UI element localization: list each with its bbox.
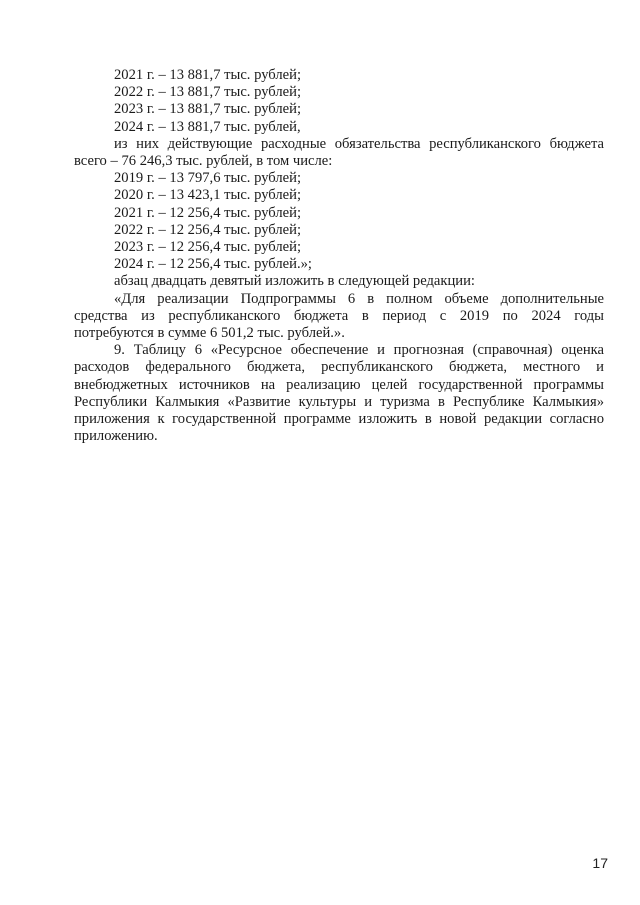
quoted-text-line-3: потребуются в сумме 6 501,2 тыс. рублей.». [74, 325, 345, 342]
document-body [74, 67, 604, 445]
obligation-line-2019: 2019 г. – 13 797,6 тыс. рублей; [114, 170, 301, 187]
funding-line-2021: 2021 г. – 13 881,7 тыс. рублей; [114, 67, 301, 83]
paragraph-29-instruction: абзац двадцать девятый изложить в следующей редакции: [114, 273, 475, 290]
item-9-line-3: внебюджетных источников на реализацию целей государственной программы [74, 376, 604, 393]
item-9-line-4: Республики Калмыкия «Развитие культуры и туризма в Республике Калмыкия» [74, 393, 604, 410]
funding-line-2022: 2022 г. – 13 881,7 тыс. рублей; [114, 84, 301, 101]
quoted-text-line-1: «Для реализации Подпрограммы 6 в полном объеме дополнительные [114, 290, 604, 307]
item-9-line-6: приложению. [74, 428, 158, 445]
funding-line-2024: 2024 г. – 13 881,7 тыс. рублей, [114, 118, 301, 135]
budget-obligations-line-1: из них действующие расходные обязательства республиканского бюджета [114, 135, 604, 152]
item-9-line-1: 9. Таблицу 6 «Ресурсное обеспечение и прогнозная (справочная) оценка [114, 342, 604, 359]
obligation-line-2020: 2020 г. – 13 423,1 тыс. рублей; [114, 187, 301, 204]
obligation-line-2023: 2023 г. – 12 256,4 тыс. рублей; [114, 239, 301, 256]
item-9-line-2: расходов федерального бюджета, республиканского бюджета, местного и [74, 359, 604, 376]
budget-obligations-line-2: всего – 76 246,3 тыс. рублей, в том числе: [74, 153, 333, 170]
quoted-text-line-2: средства из республиканского бюджета в период с 2019 по 2024 годы [74, 307, 604, 324]
obligation-line-2024: 2024 г. – 12 256,4 тыс. рублей.»; [114, 256, 312, 273]
item-9-line-5: приложения к государственной программе изложить в новой редакции согласно [74, 411, 604, 428]
obligation-line-2022: 2022 г. – 12 256,4 тыс. рублей; [114, 221, 301, 238]
funding-line-2023: 2023 г. – 13 881,7 тыс. рублей; [114, 101, 301, 118]
page-number: 17 [592, 855, 608, 871]
obligation-line-2021: 2021 г. – 12 256,4 тыс. рублей; [114, 204, 301, 221]
